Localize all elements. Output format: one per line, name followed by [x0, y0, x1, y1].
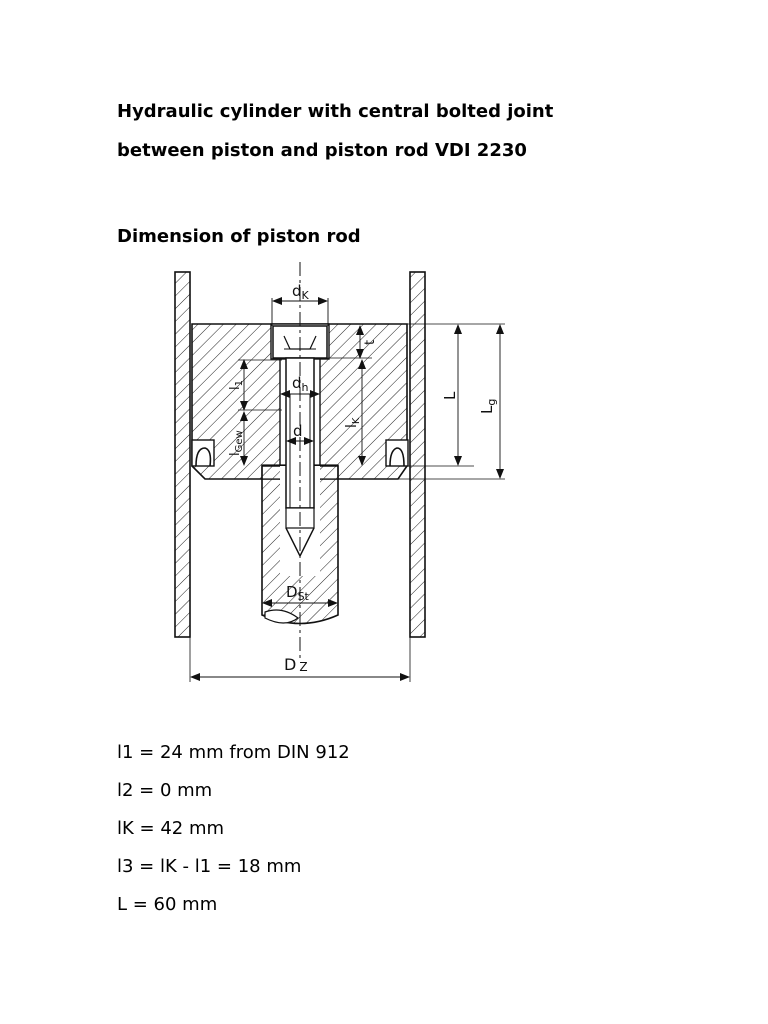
svg-text:dK [292, 282, 310, 302]
label-lg: L [478, 405, 496, 414]
label-lk: l [344, 424, 360, 428]
label-dz-sub: Z [299, 660, 308, 674]
label-dst-sub: St [297, 590, 309, 603]
label-dk: d [292, 282, 302, 300]
document-title-line-2: between piston and piston rod VDI 2230 [117, 140, 527, 161]
label-d: d [293, 422, 303, 440]
spec-l3: l3 = lK - l1 = 18 mm [117, 856, 302, 877]
svg-text:DZ [284, 655, 308, 674]
label-dz: D [284, 655, 297, 674]
label-l1: l [228, 386, 243, 390]
label-lk-sub: K [351, 417, 362, 425]
spec-l2: l2 = 0 mm [117, 780, 213, 801]
section-heading: Dimension of piston rod [117, 226, 361, 247]
svg-text:Lg [478, 399, 498, 414]
label-lg-sub: g [485, 398, 498, 406]
label-l1-sub: 1 [234, 380, 245, 387]
spec-L: L = 60 mm [117, 894, 218, 915]
seal-right [386, 440, 408, 466]
spec-lk: lK = 42 mm [117, 818, 225, 839]
document-title-line-1: Hydraulic cylinder with central bolted joint [117, 101, 554, 122]
piston-rod-drawing [160, 258, 510, 690]
cylinder-wall-left [175, 272, 190, 637]
label-lgew: l [228, 452, 243, 456]
label-L: L [441, 391, 459, 400]
label-lgew-sub: Gew [234, 430, 245, 453]
label-dst: D [286, 583, 298, 601]
label-dh-sub: h [301, 381, 309, 394]
label-t: t [363, 339, 378, 345]
seal-left [192, 440, 214, 466]
label-dh: d [292, 374, 302, 392]
cylinder-wall-right [410, 272, 425, 637]
spec-l1: l1 = 24 mm from DIN 912 [117, 742, 350, 763]
label-dk-sub: K [301, 289, 309, 302]
